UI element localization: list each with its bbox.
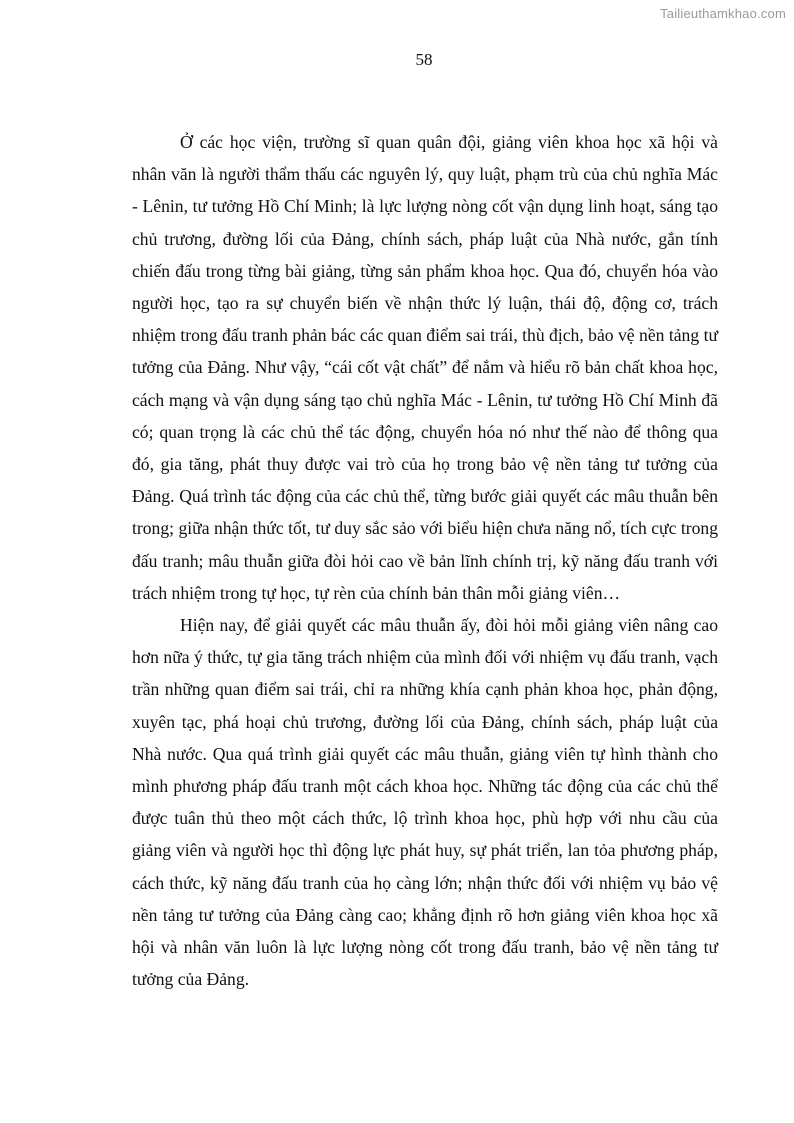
watermark-text: Tailieuthamkhao.com	[660, 6, 786, 21]
page-number: 58	[415, 50, 433, 69]
document-body	[132, 126, 718, 995]
paragraph-1: Ở các học viện, trường sĩ quan quân đội, giảng viên khoa học xã hội và nhân văn là người thẩm thấu các nguyên lý, quy luật, phạm trù của chủ nghĩa Mác - Lênin, tư tưởng Hồ Chí Minh; là lực lượng nòng cốt vận dụng linh hoạt, sáng tạo chủ trương, đường lối của Đảng, chính sách, pháp luật của Nhà nước, gắn tính chiến đấu trong từng bài giảng, từng sản phẩm khoa học. Qua đó, chuyển hóa vào người học, tạo ra sự chuyển biến về nhận thức lý luận, thái độ, động cơ, trách nhiệm trong đấu tranh phản bác các quan điểm sai trái, thù địch, bảo vệ nền tảng tư tưởng của Đảng. Như vậy, “cái cốt vật chất” để nắm và hiểu rõ bản chất khoa học, cách mạng và vận dụng sáng tạo chủ nghĩa Mác - Lênin, tư tưởng Hồ Chí Minh đã có; quan trọng là các chủ thể tác động, chuyển hóa nó như thế nào để thông qua đó, gia tăng, phát thuy được vai trò của họ trong bảo vệ nền tảng tư tưởng của Đảng. Quá trình tác động của các chủ thể, từng bước giải quyết các mâu thuẫn bên trong; giữa nhận thức tốt, tư duy sắc sảo với biểu hiện chưa năng nổ, tích cực trong đấu tranh; mâu thuẫn giữa đòi hỏi cao về bản lĩnh chính trị, kỹ năng đấu tranh với trách nhiệm trong tự học, tự rèn của chính bản thân mỗi giảng viên…	[132, 132, 718, 603]
paragraph-2: Hiện nay, để giải quyết các mâu thuẫn ấy, đòi hỏi mỗi giảng viên nâng cao hơn nữa ý thức, tự gia tăng trách nhiệm của mình đối với nhiệm vụ đấu tranh, vạch trần những quan điểm sai trái, chỉ ra những khía cạnh phản khoa học, phản động, xuyên tạc, phá hoại chủ trương, đường lối của Đảng, chính sách, pháp luật của Nhà nước. Qua quá trình giải quyết các mâu thuẫn, giảng viên tự hình thành cho mình phương pháp đấu tranh một cách khoa học. Những tác động của các chủ thể được tuân thủ theo một cách thức, lộ trình khoa học, phù hợp với nhu cầu của giảng viên và người học thì động lực phát huy, sự phát triển, lan tỏa phương pháp, cách thức, kỹ năng đấu tranh của họ càng lớn; nhận thức đối với nhiệm vụ bảo vệ nền tảng tư tưởng của Đảng càng cao; khẳng định rõ hơn giảng viên khoa học xã hội và nhân văn luôn là lực lượng nòng cốt trong đấu tranh, bảo vệ nền tảng tư tưởng của Đảng.	[132, 615, 718, 990]
